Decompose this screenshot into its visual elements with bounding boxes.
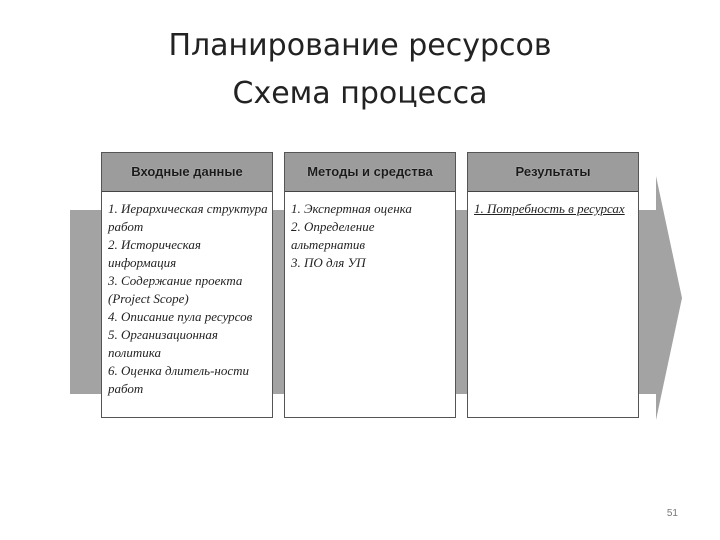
- column-header-results: Результаты: [468, 153, 638, 192]
- list-item: 2. Историческая информация: [108, 237, 201, 270]
- list-item: [474, 200, 634, 218]
- list-item: 1. Иерархическая структура работ: [108, 201, 268, 234]
- column-results: [467, 152, 639, 418]
- methods-list: [285, 192, 455, 272]
- inputs-list: [102, 192, 272, 398]
- column-header-methods: Методы и средства: [285, 153, 455, 192]
- page-number: 51: [666, 508, 678, 519]
- slide-title-line-1: Планирование ресурсов: [168, 28, 552, 63]
- list-item: 3. Содержание проекта (Project Scope): [108, 273, 243, 306]
- column-header-inputs: Входные данные: [102, 153, 272, 192]
- results-list: [468, 192, 638, 218]
- list-item: 1. Экспертная оценка: [291, 201, 412, 216]
- list-item-text: 1. Потребность в ресурсах: [474, 201, 625, 216]
- list-item: 3. ПО для УП: [291, 255, 366, 270]
- process-diagram: [70, 148, 685, 428]
- list-item: 4. Описание пула ресурсов: [108, 309, 253, 324]
- column-methods: [284, 152, 456, 418]
- list-item: 6. Оценка длитель-ности работ: [108, 363, 250, 396]
- slide-title-line-2: Схема процесса: [232, 76, 488, 111]
- column-inputs: [101, 152, 273, 418]
- list-item: 5. Организационная политика: [108, 327, 218, 360]
- list-item: 2. Определение альтернатив: [291, 219, 375, 252]
